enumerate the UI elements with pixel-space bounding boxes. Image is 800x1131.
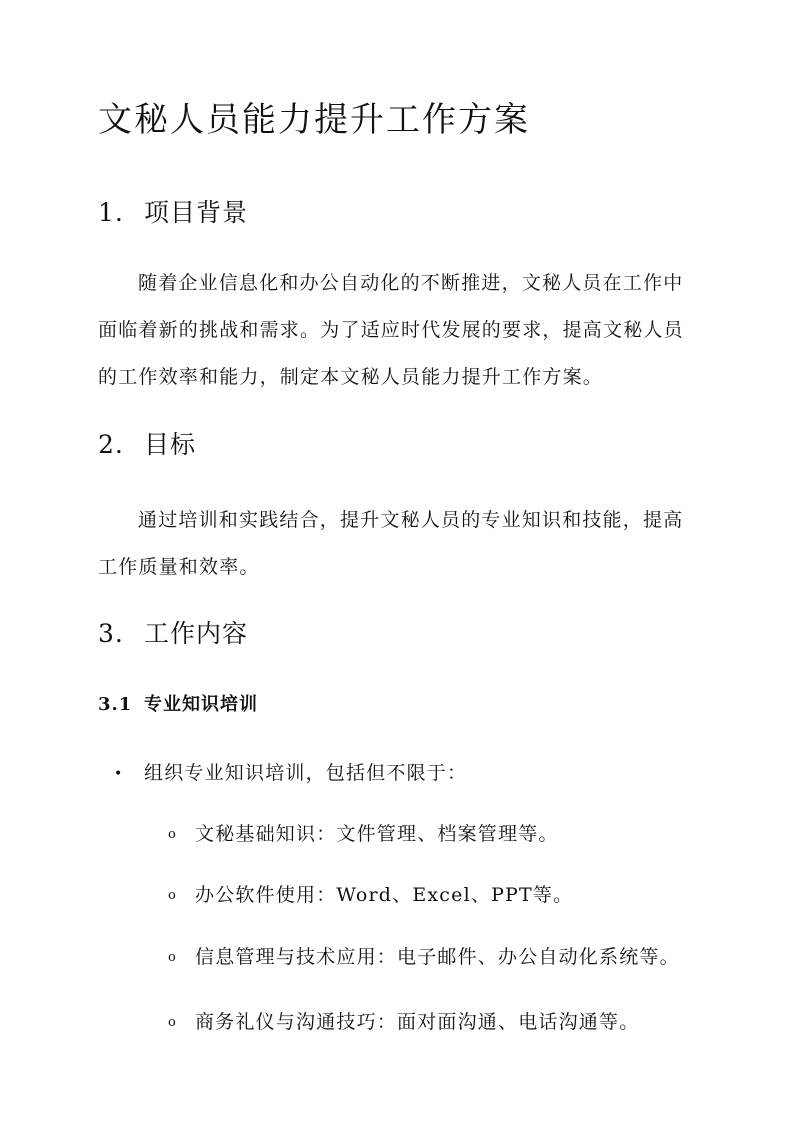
section-title: 目标 xyxy=(144,430,197,459)
bullet-text: 组织专业知识培训，包括但不限于： xyxy=(144,762,468,784)
sub-item-text: 商务礼仪与沟通技巧：面对面沟通、电话沟通等。 xyxy=(195,1011,640,1033)
document-title: 文秘人员能力提升工作方案 xyxy=(98,100,530,140)
bullet-dot-icon: • xyxy=(114,766,124,782)
section-number: 2. xyxy=(98,430,124,459)
sub-list-item xyxy=(168,820,559,849)
section-heading-background xyxy=(98,197,248,229)
sub-list-item xyxy=(168,881,573,910)
subsection-number: 3.1 xyxy=(98,694,133,715)
background-paragraph: 随着企业信息化和办公自动化的不断推进，文秘人员在工作中面临着新的挑战和需求。为了适应时代发展的要求，提高文秘人员的工作效率和能力，制定本文秘人员能力提升工作方案。 xyxy=(98,272,684,388)
section-title: 项目背景 xyxy=(144,198,249,227)
circle-bullet-icon: o xyxy=(168,1015,178,1030)
section-heading-work-content xyxy=(98,618,248,650)
circle-bullet-icon: o xyxy=(168,827,178,842)
subsection-title: 专业知识培训 xyxy=(144,694,258,715)
sub-item-text: 信息管理与技术应用：电子邮件、办公自动化系统等。 xyxy=(195,946,680,968)
section-title: 工作内容 xyxy=(144,619,249,648)
section-number: 1. xyxy=(98,198,124,227)
section-number: 3. xyxy=(98,619,124,648)
sub-item-text: 办公软件使用：Word、Excel、PPT等。 xyxy=(195,884,574,906)
sub-list-item xyxy=(168,943,680,972)
sub-list-item xyxy=(168,1008,639,1037)
circle-bullet-icon: o xyxy=(168,888,178,903)
circle-bullet-icon: o xyxy=(168,950,178,965)
sub-item-text: 文秘基础知识：文件管理、档案管理等。 xyxy=(195,823,559,845)
bullet-item xyxy=(114,759,467,788)
subsection-heading-training xyxy=(98,693,258,717)
section-heading-goal xyxy=(98,429,196,461)
goal-paragraph: 通过培训和实践结合，提升文秘人员的专业知识和技能，提高工作质量和效率。 xyxy=(98,509,684,578)
